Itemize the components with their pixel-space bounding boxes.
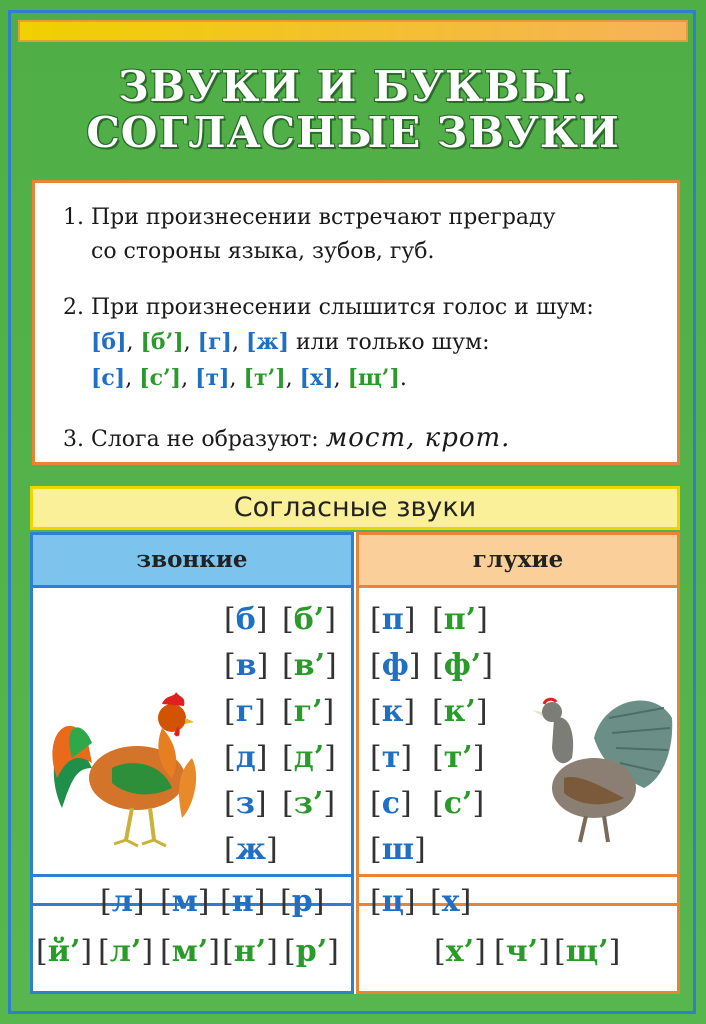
sound-tile: [ц]	[370, 884, 416, 919]
rule-1-line-1: 1. При произнесении встречают преграду	[63, 205, 556, 230]
sound-tile: [б]	[224, 602, 268, 637]
sound-tile: [м]	[160, 884, 210, 919]
sound-tile: [з]	[224, 786, 267, 821]
sound-tile: [ш]	[370, 832, 426, 867]
rule-2-or-text: или только шум:	[289, 330, 490, 355]
sound-tile: [с’]	[432, 786, 485, 821]
sound-tag: [т’]	[243, 365, 286, 391]
sound-tile: [г]	[224, 694, 266, 729]
sound-tag: [с]	[91, 365, 126, 391]
rooster-icon	[42, 668, 202, 858]
sound-tile: [м’]	[160, 934, 220, 969]
sound-tile: [щ’]	[554, 934, 621, 969]
sound-tag: [ж]	[245, 329, 290, 355]
rule-3-label: 3. Слога не образуют:	[63, 427, 319, 452]
sound-tile: [р]	[280, 884, 325, 919]
sound-tile: [к’]	[432, 694, 488, 729]
sound-tile: [ф]	[370, 648, 421, 683]
sound-tile: [н]	[220, 884, 266, 919]
sound-tag: [б]	[91, 329, 127, 355]
sound-tile: [н’]	[222, 934, 278, 969]
title-line-2: СОГЛАСНЫЕ ЗВУКИ	[86, 108, 620, 157]
sound-tile: [к]	[370, 694, 416, 729]
consonants-table	[30, 532, 680, 994]
sound-tile: [ч’]	[494, 934, 550, 969]
sound-tag: [б’]	[140, 329, 184, 355]
sound-tile: [л’]	[98, 934, 154, 969]
sound-tile: [й’]	[36, 934, 93, 969]
sound-tile: [п]	[370, 602, 416, 637]
sound-tag: [т]	[195, 365, 230, 391]
sound-tag: [г]	[197, 329, 232, 355]
sound-tile: [в]	[224, 648, 269, 683]
voiceless-header: глухие	[356, 532, 680, 588]
sound-tag: [с’]	[139, 365, 182, 391]
sound-tag: [х]	[299, 365, 334, 391]
sound-tile: [д’]	[282, 740, 336, 775]
title-line-1: ЗВУКИ И БУКВЫ.	[118, 62, 588, 111]
sound-tile: [л]	[100, 884, 145, 919]
rule-3-example: мост, крот.	[325, 423, 511, 453]
rule-2-voiceless-list: [с], [с’], [т], [т’], [х], [щ’].	[91, 365, 407, 391]
top-decorative-bar	[18, 20, 688, 42]
rules-box	[32, 180, 680, 465]
rule-2-voiced-list: [б], [б’], [г], [ж] или только шум:	[91, 329, 490, 355]
sound-tile: [г’]	[282, 694, 335, 729]
sound-tile: [р’]	[284, 934, 339, 969]
sound-tag: [щ’]	[347, 365, 400, 391]
sound-tile: [т’]	[432, 740, 485, 775]
capercaillie-icon	[524, 678, 674, 858]
consonants-table-title: Согласные звуки	[30, 486, 680, 530]
sound-tile: [т]	[370, 740, 413, 775]
rule-1-line-2: со стороны языка, зубов, губ.	[91, 239, 435, 264]
sound-tile: [п’]	[432, 602, 488, 637]
sound-tile: [с]	[370, 786, 412, 821]
sound-tile: [ф’]	[432, 648, 493, 683]
voiced-header: звонкие	[30, 532, 354, 588]
rule-3	[63, 423, 510, 453]
sound-tile: [д]	[224, 740, 268, 775]
sound-tile: [ж]	[224, 832, 278, 867]
sound-tile: [х’]	[434, 934, 486, 969]
sound-tile: [з’]	[282, 786, 336, 821]
sound-tile: [в’]	[282, 648, 337, 683]
rule-2-line-1: 2. При произнесении слышится голос и шум:	[63, 295, 594, 320]
sound-tile: [б’]	[282, 602, 336, 637]
sound-tile: [х]	[430, 884, 472, 919]
